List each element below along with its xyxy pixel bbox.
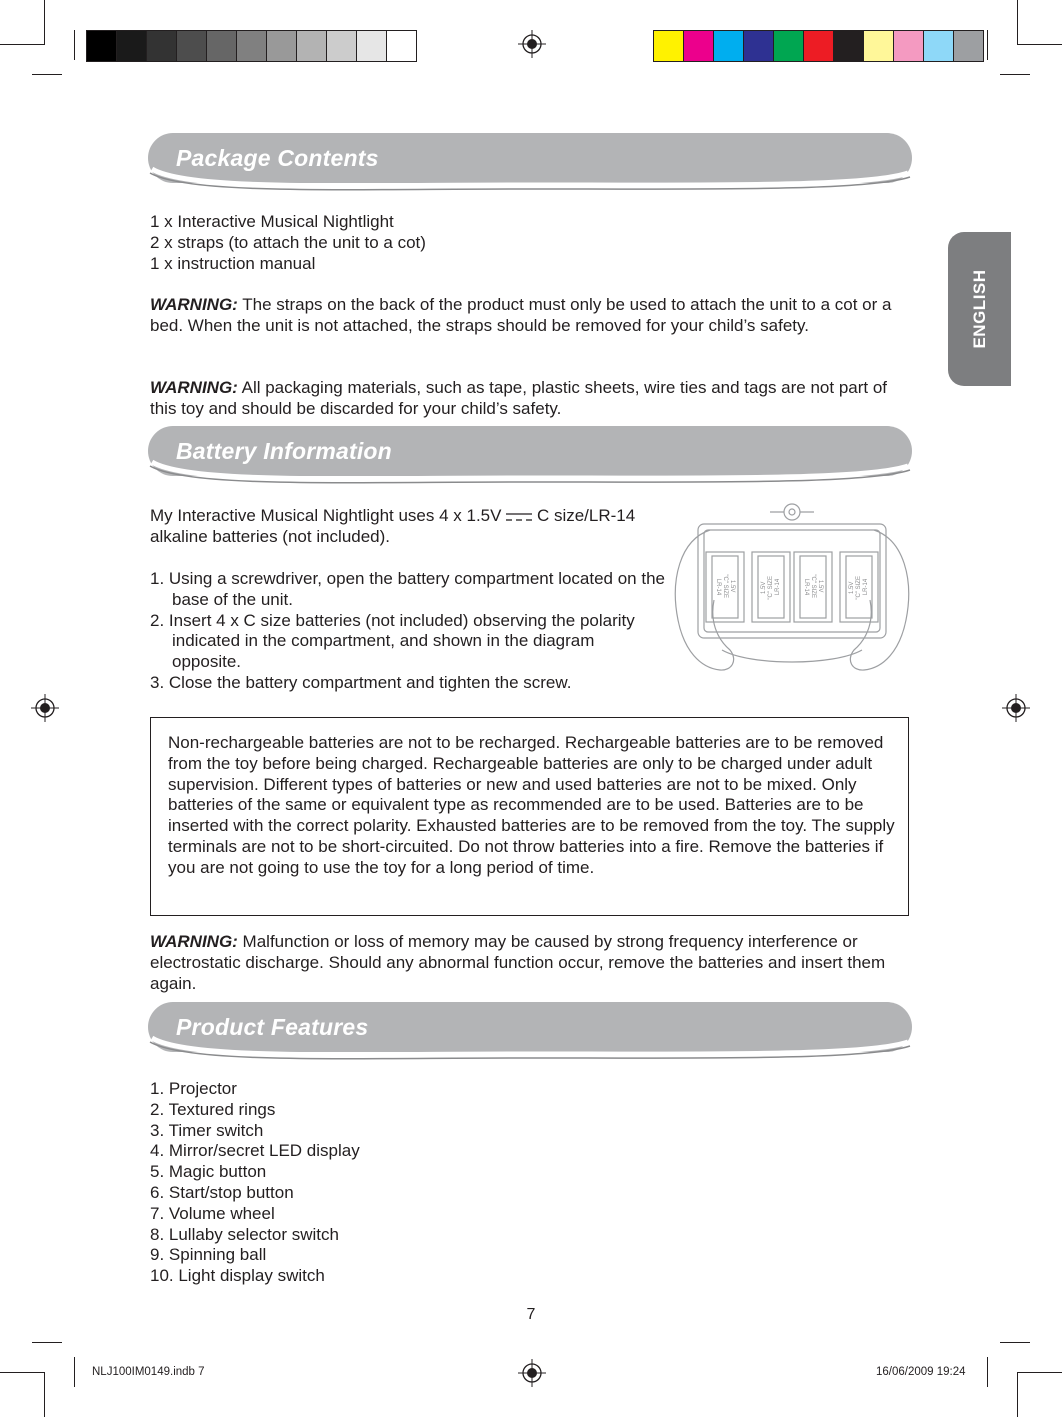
battery-cell-line: 1.5V — [817, 579, 823, 593]
color-swatch — [804, 31, 834, 61]
battery-cell-line: 1.5V — [761, 581, 767, 595]
registration-mark-right — [1002, 694, 1030, 722]
section-header-package — [148, 133, 912, 195]
language-tab-label: ENGLISH — [969, 269, 989, 349]
registration-mark-top — [518, 30, 546, 58]
warning-text: The straps on the back of the product must only be used to attach the unit to a cot or a bed. When the unit is not attached, the straps should be removed for your child’s safety. — [150, 295, 892, 335]
battery-cell-line: LR-14 — [803, 578, 809, 596]
color-swatch — [954, 31, 983, 61]
section-header-battery — [148, 426, 912, 488]
list-item: 10. Light display switch — [150, 1266, 325, 1286]
list-item: 1 x instruction manual — [150, 253, 316, 273]
list-item: 9. Spinning ball — [150, 1245, 267, 1265]
color-swatch — [924, 31, 954, 61]
list-item: 6. Start/stop button — [150, 1182, 294, 1202]
color-swatch — [744, 31, 774, 61]
battery-cell-label — [761, 574, 781, 599]
battery-cell-line: 1.5V — [729, 579, 735, 593]
color-swatch — [714, 31, 744, 61]
battery-intro — [150, 506, 660, 548]
color-swatch — [207, 31, 237, 61]
battery-intro-a: My Interactive Musical Nightlight uses 4 x 1.5V — [150, 506, 502, 525]
color-swatch — [297, 31, 327, 61]
list-item: 1 x Interactive Musical Nightlight — [150, 212, 394, 231]
color-bar — [653, 30, 984, 62]
battery-cell-line: LR-14 — [863, 578, 869, 596]
color-swatch — [87, 31, 117, 61]
notice-text: Non-rechargeable batteries are not to be recharged. Rechargeable batteries are to be removed from the toy before being charged. Rechargeable batteries are only to be charged under adult supervision. Different types of batteries or new and used batteries are not to be mixed. Only batteries of the same or equivalent type as recommended are to be used. Batteries are to be inserted with the correct polarity. Exhausted batteries are to be removed from the toy. The supply terminals are not to be short-circuited. Do not throw batteries into a fire. Remove the batteries if you are not going to use the toy for a long period of time. — [168, 733, 895, 877]
footer-filename: NLJ100IM0149.indb 7 — [92, 1366, 205, 1378]
list-item: 1. Projector — [150, 1079, 237, 1098]
registration-mark-left — [31, 694, 59, 722]
list-item: 4. Mirror/secret LED display — [150, 1141, 360, 1161]
list-item: 1. Using a screwdriver, open the battery compartment located on the base of the unit. — [150, 569, 665, 609]
warning-label: WARNING: — [150, 932, 238, 951]
color-swatch — [327, 31, 357, 61]
color-swatch — [267, 31, 297, 61]
battery-intro-b: C size/LR-14 alkaline batteries (not included). — [150, 506, 636, 546]
dc-symbol-icon — [506, 511, 532, 523]
list-item: 2. Insert 4 x C size batteries (not included) observing the polarity indicated in the compartment, and shown in the diagram opposite. — [150, 610, 635, 672]
battery-cell-label — [715, 574, 735, 599]
battery-cell-label — [803, 574, 823, 599]
battery-cell-line: "C" SIZE — [722, 574, 728, 598]
grayscale-bar — [86, 30, 417, 62]
warning-text: All packaging materials, such as tape, plastic sheets, wire ties and tags are not part of this toy and should be discarded for your child’s safety. — [150, 378, 888, 418]
section-title: Package Contents — [176, 145, 379, 171]
color-swatch — [834, 31, 864, 61]
section-title: Battery Information — [176, 438, 392, 464]
registration-mark-bottom — [518, 1359, 546, 1387]
package-warning-straps — [150, 295, 912, 337]
color-swatch — [774, 31, 804, 61]
color-swatch — [864, 31, 894, 61]
warning-label: WARNING: — [150, 295, 238, 314]
battery-cell-line: "C" SIZE — [856, 576, 862, 600]
battery-cell-line: "C" SIZE — [810, 574, 816, 598]
list-item: 2. Textured rings — [150, 1099, 276, 1119]
list-item: 2 x straps (to attach the unit to a cot) — [150, 232, 426, 252]
battery-safety-notice — [150, 717, 909, 916]
battery-cell-line: "C" SIZE — [768, 576, 774, 600]
color-swatch — [894, 31, 924, 61]
battery-cell-line: LR-14 — [775, 578, 781, 596]
section-header-features — [148, 1002, 912, 1064]
list-item: 8. Lullaby selector switch — [150, 1224, 339, 1244]
list-item: 3. Close the battery compartment and tighten the screw. — [150, 672, 572, 692]
section-title: Product Features — [176, 1014, 369, 1040]
battery-steps — [150, 569, 665, 694]
color-swatch — [654, 31, 684, 61]
color-swatch — [117, 31, 147, 61]
battery-cell-line: LR-14 — [715, 578, 721, 596]
list-item: 5. Magic button — [150, 1162, 267, 1182]
battery-cell-label — [849, 574, 869, 599]
page-number: 7 — [526, 1306, 536, 1323]
package-list — [150, 212, 910, 274]
package-warning-packaging — [150, 378, 912, 420]
battery-cell-line: 1.5V — [849, 581, 855, 595]
warning-text: Malfunction or loss of memory may be caused by strong frequency interference or electrostatic discharge. Should any abnormal function occur, remove the batteries and insert them again. — [150, 932, 886, 993]
battery-compartment-diagram — [670, 500, 914, 676]
list-item: 7. Volume wheel — [150, 1203, 275, 1223]
list-item: 3. Timer switch — [150, 1120, 264, 1140]
color-swatch — [237, 31, 267, 61]
color-swatch — [357, 31, 387, 61]
color-swatch — [177, 31, 207, 61]
color-swatch — [684, 31, 714, 61]
language-tab — [948, 232, 1011, 386]
color-swatch — [387, 31, 416, 61]
warning-label: WARNING: — [150, 378, 238, 397]
color-swatch — [147, 31, 177, 61]
footer-date: 16/06/2009 19:24 — [876, 1366, 966, 1378]
battery-warning-interference — [150, 932, 912, 994]
features-list — [150, 1079, 550, 1287]
